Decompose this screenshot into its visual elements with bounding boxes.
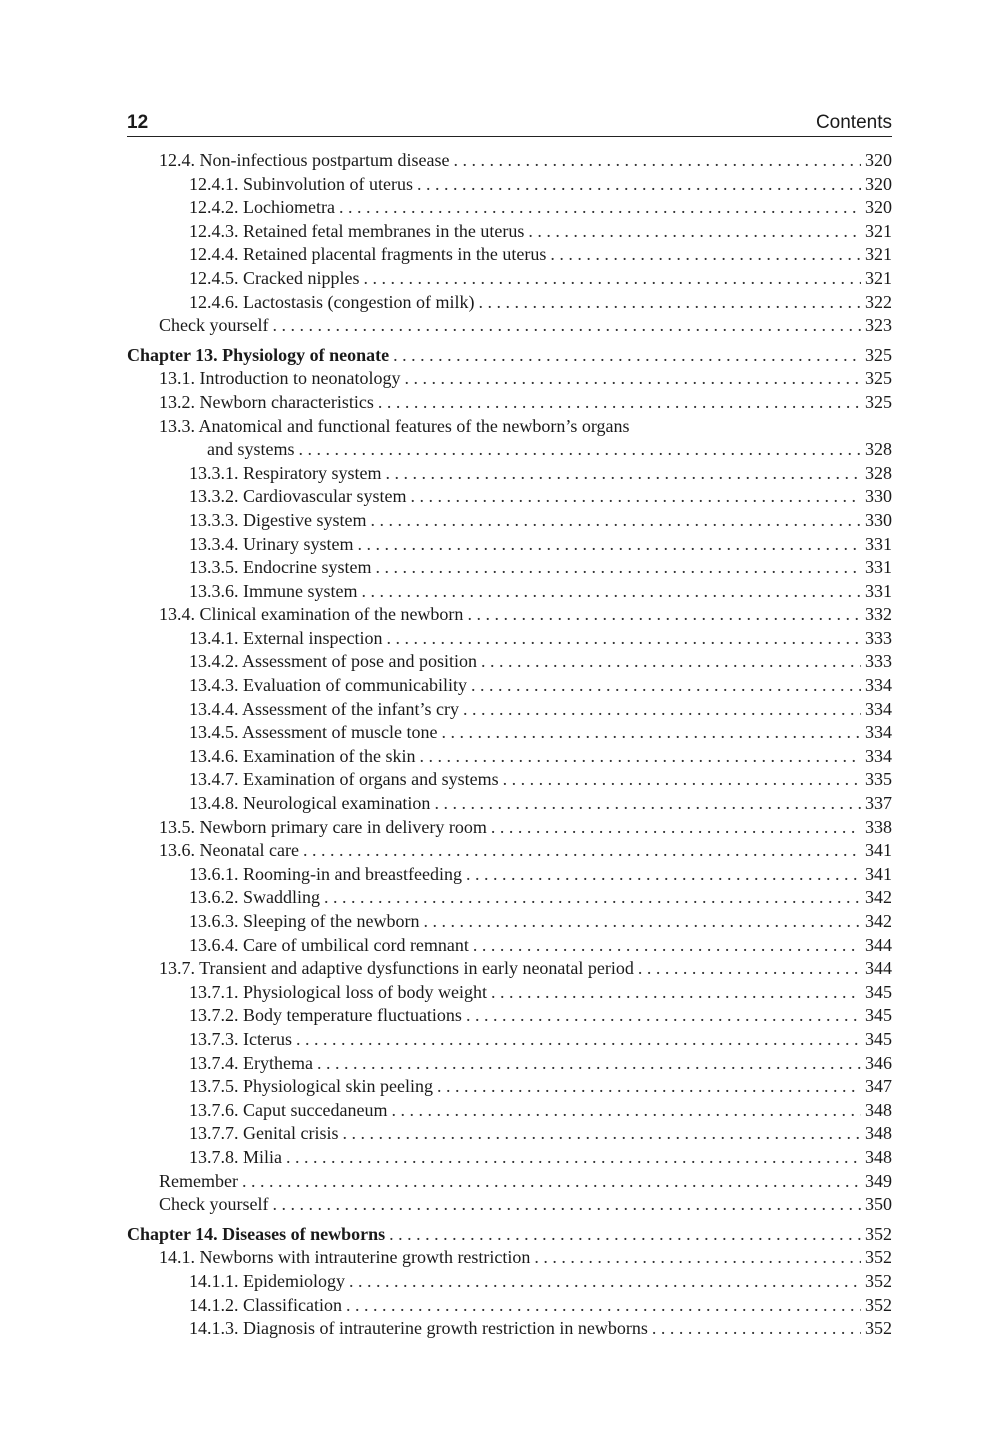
toc-entry[interactable] — [127, 1004, 892, 1028]
dot-leader — [410, 485, 861, 509]
page-number: 12 — [127, 112, 149, 133]
toc-entry-label: 13.5. Newborn primary care in delivery room — [159, 816, 487, 837]
toc-entry[interactable] — [127, 934, 892, 958]
dot-leader — [342, 1122, 861, 1146]
toc-entry[interactable] — [127, 1317, 892, 1341]
toc-entry-label: 12.4.6. Lactostasis (congestion of milk) — [189, 291, 475, 312]
toc-entry-page-number: 338 — [865, 816, 892, 837]
toc-chapter-entry[interactable] — [127, 344, 892, 368]
toc-entry[interactable] — [127, 391, 892, 415]
toc-entry-page-number: 341 — [865, 863, 892, 884]
running-header — [127, 112, 892, 137]
toc-entry[interactable] — [127, 674, 892, 698]
toc-entry[interactable] — [127, 1099, 892, 1123]
toc-entry-page-number: 330 — [865, 509, 892, 530]
toc-entry-page-number: 348 — [865, 1123, 892, 1144]
toc-entry-page-number: 333 — [865, 627, 892, 648]
toc-entry[interactable] — [127, 768, 892, 792]
toc-entry-page-number: 331 — [865, 533, 892, 554]
toc-entry-label: 14.1.2. Classification — [189, 1294, 342, 1315]
dot-leader — [423, 910, 861, 934]
toc-entry-page-number: 331 — [865, 580, 892, 601]
dot-leader — [378, 391, 861, 415]
dot-leader — [481, 650, 861, 674]
toc-entry-page-number: 342 — [865, 911, 892, 931]
toc-entry-label: Chapter 13. Physiology of neonate — [127, 344, 390, 365]
dot-leader — [652, 1317, 861, 1341]
toc-entry[interactable] — [127, 957, 892, 981]
toc-entry[interactable] — [127, 1122, 892, 1146]
toc-entry[interactable] — [127, 485, 892, 509]
toc-entry-label: 13.7.5. Physiological skin peeling — [189, 1076, 433, 1097]
toc-entry-page-number: 352 — [865, 1223, 892, 1244]
dot-leader — [393, 344, 861, 368]
dot-leader — [346, 1294, 861, 1318]
table-of-contents — [127, 149, 892, 1341]
toc-entry[interactable] — [127, 291, 892, 315]
toc-entry-page-number: 323 — [865, 315, 892, 336]
dot-leader — [286, 1146, 861, 1170]
dot-leader — [339, 196, 861, 220]
dot-leader — [503, 768, 861, 792]
dot-leader — [349, 1270, 861, 1294]
toc-entry[interactable] — [127, 1052, 892, 1076]
dot-leader — [528, 220, 861, 244]
toc-entry-label: 13.7.6. Caput succedaneum — [189, 1099, 388, 1120]
toc-entry-label: 13.4.2. Assessment of pose and position — [189, 651, 477, 672]
toc-entry-label: 14.1. Newborns with intrauterine growth restriction — [159, 1247, 531, 1268]
toc-entry[interactable] — [127, 721, 892, 745]
toc-entry-page-number: 325 — [865, 391, 892, 412]
dot-leader — [386, 627, 861, 651]
toc-entry-page-number: 321 — [865, 267, 892, 288]
dot-leader — [471, 674, 861, 698]
toc-entry-label: Chapter 14. Diseases of newborns — [127, 1223, 386, 1244]
toc-entry-page-number: 342 — [865, 887, 892, 908]
toc-entry[interactable] — [127, 462, 892, 486]
toc-entry[interactable] — [127, 196, 892, 220]
toc-entry-page-number: 344 — [865, 958, 892, 979]
dot-leader — [385, 462, 861, 486]
toc-entry[interactable] — [127, 863, 892, 887]
toc-entry-label: 14.1.3. Diagnosis of intrauterine growth restriction in newborns — [189, 1318, 648, 1339]
toc-entry-page-number: 320 — [865, 150, 892, 170]
dot-leader — [437, 1075, 861, 1099]
toc-entry[interactable] — [127, 314, 892, 338]
running-title: Contents — [815, 112, 892, 133]
toc-entry-page-number: 320 — [865, 197, 892, 218]
toc-entry-page-number: 334 — [865, 675, 892, 696]
toc-entry-label: 13.3.4. Urinary system — [189, 533, 354, 554]
dot-leader — [534, 1246, 861, 1270]
dot-leader — [463, 698, 861, 722]
dot-leader — [357, 533, 861, 557]
dot-leader — [363, 267, 861, 291]
toc-entry[interactable] — [127, 438, 892, 462]
dot-leader — [419, 745, 861, 769]
toc-entry-label: 13.3.5. Endocrine system — [189, 557, 372, 578]
toc-entry-label: 13.6. Neonatal care — [159, 840, 299, 861]
dot-leader — [550, 243, 861, 267]
toc-entry[interactable] — [127, 509, 892, 533]
toc-entry-label: 13.4.8. Neurological examination — [189, 793, 431, 814]
toc-entry-label: Check yourself — [159, 1194, 269, 1215]
toc-entry-page-number: 348 — [865, 1146, 892, 1167]
toc-entry[interactable] — [127, 1270, 892, 1294]
toc-entry-label: 13.7.2. Body temperature fluctuations — [189, 1005, 462, 1026]
toc-entry-label: 12.4.2. Lochiometra — [189, 197, 335, 218]
toc-entry-page-number: 352 — [865, 1270, 892, 1291]
toc-entry-label: 13.4.5. Assessment of muscle tone — [189, 722, 438, 743]
toc-entry-label: 12.4.1. Subinvolution of uterus — [189, 173, 413, 194]
toc-entry-page-number: 331 — [865, 557, 892, 578]
dot-leader — [434, 792, 861, 816]
toc-entry[interactable] — [127, 267, 892, 291]
toc-entry-page-number: 337 — [865, 793, 892, 814]
toc-entry-page-number: 334 — [865, 698, 892, 719]
toc-entry-label: 13.4.3. Evaluation of communicability — [189, 675, 467, 696]
toc-entry[interactable] — [127, 533, 892, 557]
dot-leader — [242, 1170, 861, 1194]
toc-entry[interactable] — [127, 1246, 892, 1270]
dot-leader — [466, 1004, 861, 1028]
toc-entry[interactable] — [127, 839, 892, 863]
toc-entry-page-number: 321 — [865, 244, 892, 265]
toc-entry-label: 13.6.1. Rooming-in and breastfeeding — [189, 863, 462, 884]
dot-leader — [453, 149, 861, 173]
toc-entry[interactable] — [127, 173, 892, 197]
toc-entry-page-number: 348 — [865, 1099, 892, 1120]
toc-entry-label: 12.4. Non-infectious postpartum disease — [159, 150, 450, 170]
dot-leader — [375, 556, 861, 580]
toc-entry-page-number: 352 — [865, 1294, 892, 1315]
toc-chapter-entry[interactable] — [127, 1223, 892, 1247]
dot-leader — [272, 314, 861, 338]
toc-entry[interactable] — [127, 1170, 892, 1194]
dot-leader — [371, 509, 862, 533]
dot-leader — [467, 603, 861, 627]
toc-entry-page-number: 328 — [865, 462, 892, 483]
dot-leader — [466, 863, 861, 887]
toc-entry-label: 13.7.4. Erythema — [189, 1052, 313, 1073]
toc-entry-label: 13.7.3. Icterus — [189, 1028, 292, 1049]
toc-entry-page-number: 341 — [865, 840, 892, 861]
dot-leader — [638, 957, 861, 981]
toc-entry[interactable] — [127, 745, 892, 769]
toc-entry[interactable] — [127, 415, 892, 439]
toc-entry-page-number: 352 — [865, 1247, 892, 1268]
toc-entry[interactable] — [127, 580, 892, 604]
toc-entry-page-number: 322 — [865, 291, 892, 312]
toc-entry-label: 13.3.3. Digestive system — [189, 509, 367, 530]
contents-page — [127, 112, 892, 1341]
dot-leader — [303, 839, 861, 863]
toc-entry[interactable] — [127, 243, 892, 267]
toc-entry[interactable] — [127, 1028, 892, 1052]
toc-entry[interactable] — [127, 910, 892, 934]
toc-entry-page-number: 321 — [865, 220, 892, 241]
toc-entry-page-number: 325 — [865, 368, 892, 389]
toc-entry[interactable] — [127, 792, 892, 816]
dot-leader — [299, 438, 862, 462]
dot-leader — [491, 981, 861, 1005]
toc-entry[interactable] — [127, 1146, 892, 1170]
toc-entry-label: 13.1. Introduction to neonatology — [159, 368, 401, 389]
toc-entry-page-number: 335 — [865, 769, 892, 790]
toc-entry-page-number: 334 — [865, 722, 892, 743]
toc-entry[interactable] — [127, 698, 892, 722]
dot-leader — [441, 721, 861, 745]
toc-entry-label: 13.4.4. Assessment of the infant’s cry — [189, 698, 459, 719]
toc-entry-page-number: 345 — [865, 1028, 892, 1049]
toc-entry-label: 13.7.1. Physiological loss of body weight — [189, 981, 487, 1002]
toc-entry[interactable] — [127, 627, 892, 651]
dot-leader — [478, 291, 861, 315]
toc-entry[interactable] — [127, 367, 892, 391]
toc-entry-label: 13.3.2. Cardiovascular system — [189, 486, 407, 507]
toc-entry[interactable] — [127, 1294, 892, 1318]
toc-entry-page-number: 320 — [865, 173, 892, 194]
dot-leader — [324, 886, 861, 910]
dot-leader — [296, 1028, 861, 1052]
toc-entry-label: 13.7.7. Genital crisis — [189, 1123, 339, 1144]
toc-entry-label: 13.3.6. Immune system — [189, 580, 358, 601]
toc-entry-label: 13.2. Newborn characteristics — [159, 391, 374, 412]
toc-entry-page-number: 325 — [865, 344, 892, 365]
toc-entry-label: Check yourself — [159, 315, 269, 336]
dot-leader — [317, 1052, 861, 1076]
toc-entry-page-number: 334 — [865, 745, 892, 766]
toc-entry-label: 13.7. Transient and adaptive dysfunctions in early neonatal period — [159, 958, 634, 979]
toc-entry[interactable] — [127, 556, 892, 580]
toc-entry-page-number: 332 — [865, 604, 892, 625]
toc-entry-label: and systems — [207, 439, 295, 460]
toc-entry-label: 13.4.7. Examination of organs and systems — [189, 769, 499, 790]
toc-entry-page-number: 345 — [865, 1005, 892, 1026]
toc-entry-label: 12.4.3. Retained fetal membranes in the uterus — [189, 220, 525, 241]
dot-leader — [272, 1193, 861, 1217]
dot-leader — [362, 580, 862, 604]
toc-entry[interactable] — [127, 1193, 892, 1217]
toc-entry-page-number: 347 — [865, 1076, 892, 1097]
toc-entry-label: 13.4. Clinical examination of the newborn — [159, 604, 464, 625]
toc-entry-page-number: 328 — [865, 439, 892, 460]
toc-entry-page-number: 352 — [865, 1318, 892, 1339]
toc-entry-label: 13.3. Anatomical and functional features of the newborn’s organs — [159, 415, 630, 436]
toc-entry[interactable] — [127, 1075, 892, 1099]
toc-entry-page-number: 349 — [865, 1170, 892, 1191]
toc-entry[interactable] — [127, 603, 892, 627]
dot-leader — [491, 816, 861, 840]
toc-entry-page-number: 330 — [865, 486, 892, 507]
toc-entry-page-number: 333 — [865, 651, 892, 672]
toc-entry-page-number: 346 — [865, 1052, 892, 1073]
toc-entry-label: 12.4.5. Cracked nipples — [189, 267, 360, 288]
toc-entry-label: Remember — [159, 1170, 238, 1191]
toc-entry-page-number: 350 — [865, 1194, 892, 1215]
toc-entry-label: 13.4.1. External inspection — [189, 627, 383, 648]
toc-entry-label: 13.3.1. Respiratory system — [189, 462, 382, 483]
dot-leader — [389, 1223, 861, 1247]
toc-entry-label: 13.6.4. Care of umbilical cord remnant — [189, 934, 469, 955]
toc-entry[interactable] — [127, 816, 892, 840]
dot-leader — [391, 1099, 861, 1123]
toc-entry[interactable] — [127, 886, 892, 910]
toc-entry-label: 13.7.8. Milia — [189, 1146, 282, 1167]
dot-leader — [404, 367, 861, 391]
toc-entry-label: 13.6.3. Sleeping of the newborn — [189, 911, 420, 931]
dot-leader — [473, 934, 861, 958]
toc-entry[interactable] — [127, 650, 892, 674]
toc-entry-label: 12.4.4. Retained placental fragments in the uterus — [189, 244, 547, 265]
toc-entry-label: 13.4.6. Examination of the skin — [189, 745, 416, 766]
toc-entry-label: 13.6.2. Swaddling — [189, 887, 321, 908]
dot-leader — [417, 173, 861, 197]
toc-entry[interactable] — [127, 981, 892, 1005]
toc-entry-page-number: 345 — [865, 981, 892, 1002]
toc-entry[interactable] — [127, 149, 892, 173]
toc-entry-page-number: 344 — [865, 934, 892, 955]
toc-entry[interactable] — [127, 220, 892, 244]
toc-entry-label: 14.1.1. Epidemiology — [189, 1270, 345, 1291]
